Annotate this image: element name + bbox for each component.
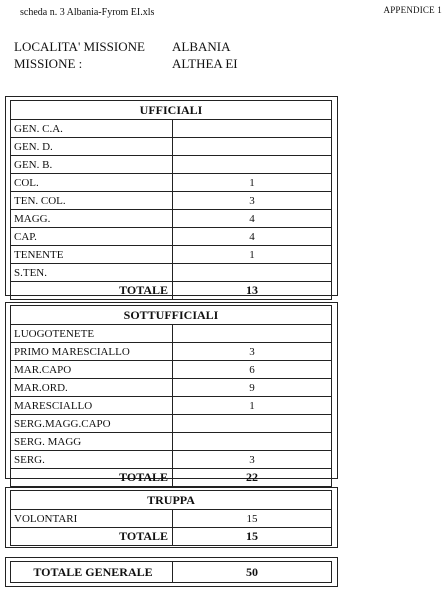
rank-count: 3 <box>173 343 332 361</box>
rank-count: 1 <box>173 397 332 415</box>
table-row <box>11 120 332 138</box>
table-row <box>11 361 332 379</box>
ufficiali-title: UFFICIALI <box>11 101 332 120</box>
table-row <box>11 138 332 156</box>
localita-label: LOCALITA' MISSIONE <box>14 39 145 54</box>
ufficiali-total-value: 13 <box>173 282 332 300</box>
rank-count <box>173 138 332 156</box>
rank-label: MAR.ORD. <box>11 379 173 397</box>
rank-count: 3 <box>173 451 332 469</box>
rank-label: PRIMO MARESCIALLO <box>11 343 173 361</box>
truppa-total-value: 15 <box>173 528 332 546</box>
rank-count: 15 <box>173 510 332 528</box>
missione-value: ALTHEA EI <box>172 56 238 71</box>
rank-label: LUOGOTENETE <box>11 325 173 343</box>
rank-count <box>173 156 332 174</box>
table-row <box>11 397 332 415</box>
table-row <box>11 343 332 361</box>
truppa-total-row <box>11 528 332 546</box>
rank-count: 6 <box>173 361 332 379</box>
totale-generale-value: 50 <box>173 562 332 583</box>
rank-count: 9 <box>173 379 332 397</box>
rank-label: MAGG. <box>11 210 173 228</box>
sottufficiali-total-value: 22 <box>173 469 332 487</box>
rank-label: GEN. D. <box>11 138 173 156</box>
rank-count: 4 <box>173 210 332 228</box>
rank-label: MAR.CAPO <box>11 361 173 379</box>
missione-label: MISSIONE : <box>14 56 83 71</box>
localita-value: ALBANIA <box>172 39 231 54</box>
truppa-rows <box>11 510 332 528</box>
sottufficiali-table <box>10 305 332 487</box>
table-row <box>11 264 332 282</box>
rank-label: TEN. COL. <box>11 192 173 210</box>
rank-label: TENENTE <box>11 246 173 264</box>
ufficiali-rows <box>11 120 332 282</box>
ufficiali-total-row <box>11 282 332 300</box>
rank-count <box>173 433 332 451</box>
table-row <box>11 210 332 228</box>
rank-count <box>173 415 332 433</box>
rank-count: 3 <box>173 192 332 210</box>
rank-count: 4 <box>173 228 332 246</box>
rank-count: 1 <box>173 174 332 192</box>
ufficiali-table <box>10 100 332 300</box>
rank-count <box>173 120 332 138</box>
table-row <box>11 510 332 528</box>
totale-generale-label: TOTALE GENERALE <box>11 562 173 583</box>
totale-generale-table <box>10 561 332 583</box>
rank-label: S.TEN. <box>11 264 173 282</box>
table-row <box>11 325 332 343</box>
table-row <box>11 192 332 210</box>
sottufficiali-total-label: TOTALE <box>11 469 173 487</box>
rank-label: SERG. MAGG <box>11 433 173 451</box>
truppa-title: TRUPPA <box>11 491 332 510</box>
rank-label: SERG.MAGG.CAPO <box>11 415 173 433</box>
table-row <box>11 174 332 192</box>
document-file-title: scheda n. 3 Albania-Fyrom EI.xls <box>20 7 155 18</box>
table-row <box>11 156 332 174</box>
ufficiali-total-label: TOTALE <box>11 282 173 300</box>
table-row <box>11 415 332 433</box>
rank-count <box>173 264 332 282</box>
sottufficiali-total-row <box>11 469 332 487</box>
rank-label: MARESCIALLO <box>11 397 173 415</box>
table-row <box>11 228 332 246</box>
rank-label: SERG. <box>11 451 173 469</box>
sottufficiali-title: SOTTUFFICIALI <box>11 306 332 325</box>
rank-count <box>173 325 332 343</box>
rank-label: CAP. <box>11 228 173 246</box>
table-row <box>11 451 332 469</box>
rank-label: GEN. B. <box>11 156 173 174</box>
rank-label: GEN. C.A. <box>11 120 173 138</box>
rank-count: 1 <box>173 246 332 264</box>
table-row <box>11 246 332 264</box>
appendix-label: APPENDICE 1 <box>383 5 442 15</box>
table-row <box>11 433 332 451</box>
mission-info <box>14 38 238 72</box>
table-row <box>11 379 332 397</box>
sottufficiali-rows <box>11 325 332 469</box>
rank-label: COL. <box>11 174 173 192</box>
rank-label: VOLONTARI <box>11 510 173 528</box>
truppa-total-label: TOTALE <box>11 528 173 546</box>
truppa-table <box>10 490 332 546</box>
